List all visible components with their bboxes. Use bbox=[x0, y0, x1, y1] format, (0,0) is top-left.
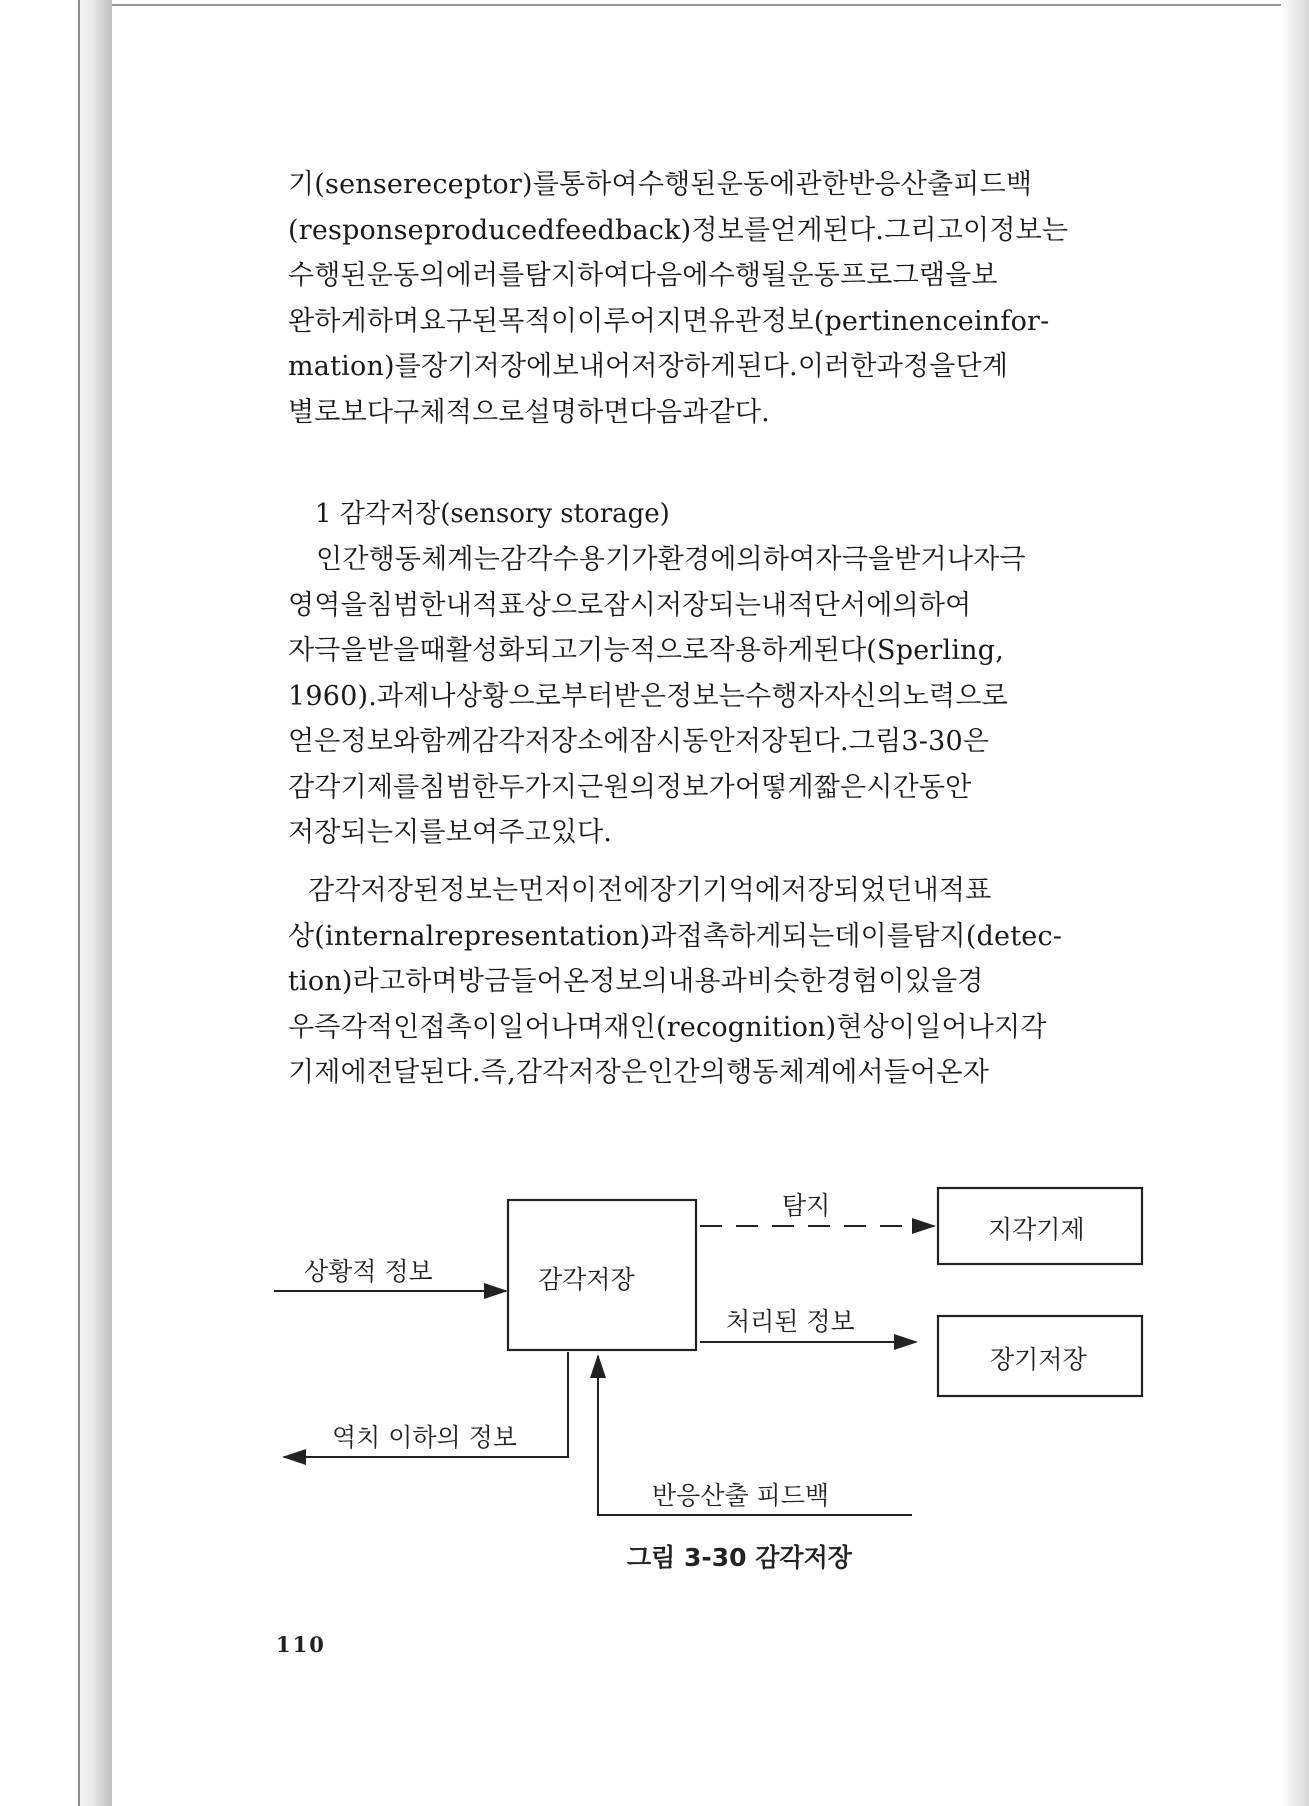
longterm-label: 장기저장 bbox=[990, 1345, 1087, 1374]
perception-label: 지각기제 bbox=[988, 1215, 1085, 1244]
paragraph-3 bbox=[288, 868, 1158, 1096]
paragraph-line: mation)를장기저장에보내어저장하게된다.이러한과정을단계 bbox=[288, 351, 1009, 382]
sensory-storage-label: 감각저장 bbox=[538, 1265, 635, 1294]
paragraph-line: 영역을침범한내적표상으로잠시저장되는내적단서에의하여 bbox=[288, 589, 972, 621]
paragraph-line: 수행된운동의에러를탐지하여다음에수행될운동프로그램을보 bbox=[288, 260, 998, 291]
paragraph-line: 우즉각적인접촉이일어나며재인(recognition)현상이일어나지각 bbox=[288, 1011, 1047, 1043]
paragraph-line: 자극을받을때활성화되고기능적으로작용하게된다(Sperling, bbox=[288, 635, 1005, 666]
paragraph-line: 완하게하며요구된목적이이루어지면유관정보(pertinenceinfor- bbox=[288, 305, 1050, 337]
paragraph-line: (responseproducedfeedback)정보를얻게된다.그리고이정보는 bbox=[288, 214, 1069, 246]
paragraph-line: 1960).과제나상황으로부터받은정보는수행자자신의노력으로 bbox=[288, 680, 1008, 712]
sensory-storage-diagram bbox=[260, 1170, 1180, 1600]
page-number: 110 bbox=[276, 1632, 326, 1657]
paragraph-line: 감각기제를침범한두가지근원의정보가어떻게짧은시간동안 bbox=[288, 771, 972, 803]
processed-label: 처리된 정보 bbox=[726, 1307, 855, 1336]
section-heading: 1 감각저장(sensory storage) bbox=[315, 499, 670, 529]
subthreshold-label: 역치 이하의 정보 bbox=[332, 1423, 517, 1452]
paragraph-line: 감각저장된정보는먼저이전에장기기억에저장되었던내적표 bbox=[308, 875, 992, 906]
paragraph-line: 인간행동체계는감각수용기가환경에의하여자극을받거나자극 bbox=[316, 544, 1026, 575]
paragraph-line: 저장되는지를보여주고있다. bbox=[288, 817, 613, 848]
input-label: 상황적 정보 bbox=[304, 1257, 433, 1286]
paragraph-line: 얻은정보와함께감각저장소에잠시동안저장된다.그림3-30은 bbox=[288, 726, 990, 757]
paragraph-2 bbox=[288, 537, 1158, 856]
paragraph-1 bbox=[288, 162, 1158, 435]
paragraph-line: 기제에전달된다.즉,감각저장은인간의행동체계에서들어온자 bbox=[288, 1057, 989, 1088]
paragraph-line: tion)라고하며방금들어온정보의내용과비슷한경험이있을경 bbox=[288, 966, 984, 997]
figure-caption: 그림 3-30 감각저장 bbox=[627, 1543, 852, 1572]
paragraph-line: 기(sensereceptor)를통하여수행된운동에관한반응산출피드백 bbox=[288, 169, 1033, 200]
page-right-shadow bbox=[1281, 0, 1309, 1806]
feedback-label: 반응산출 피드백 bbox=[652, 1481, 829, 1510]
detect-label: 탐지 bbox=[782, 1191, 831, 1220]
paragraph-line: 별로보다구체적으로설명하면다음과같다. bbox=[288, 396, 770, 428]
paragraph-line: 상(internalrepresentation)과접촉하게되는데이를탐지(detec- bbox=[288, 920, 1063, 952]
book-spine-edge bbox=[78, 0, 112, 1806]
